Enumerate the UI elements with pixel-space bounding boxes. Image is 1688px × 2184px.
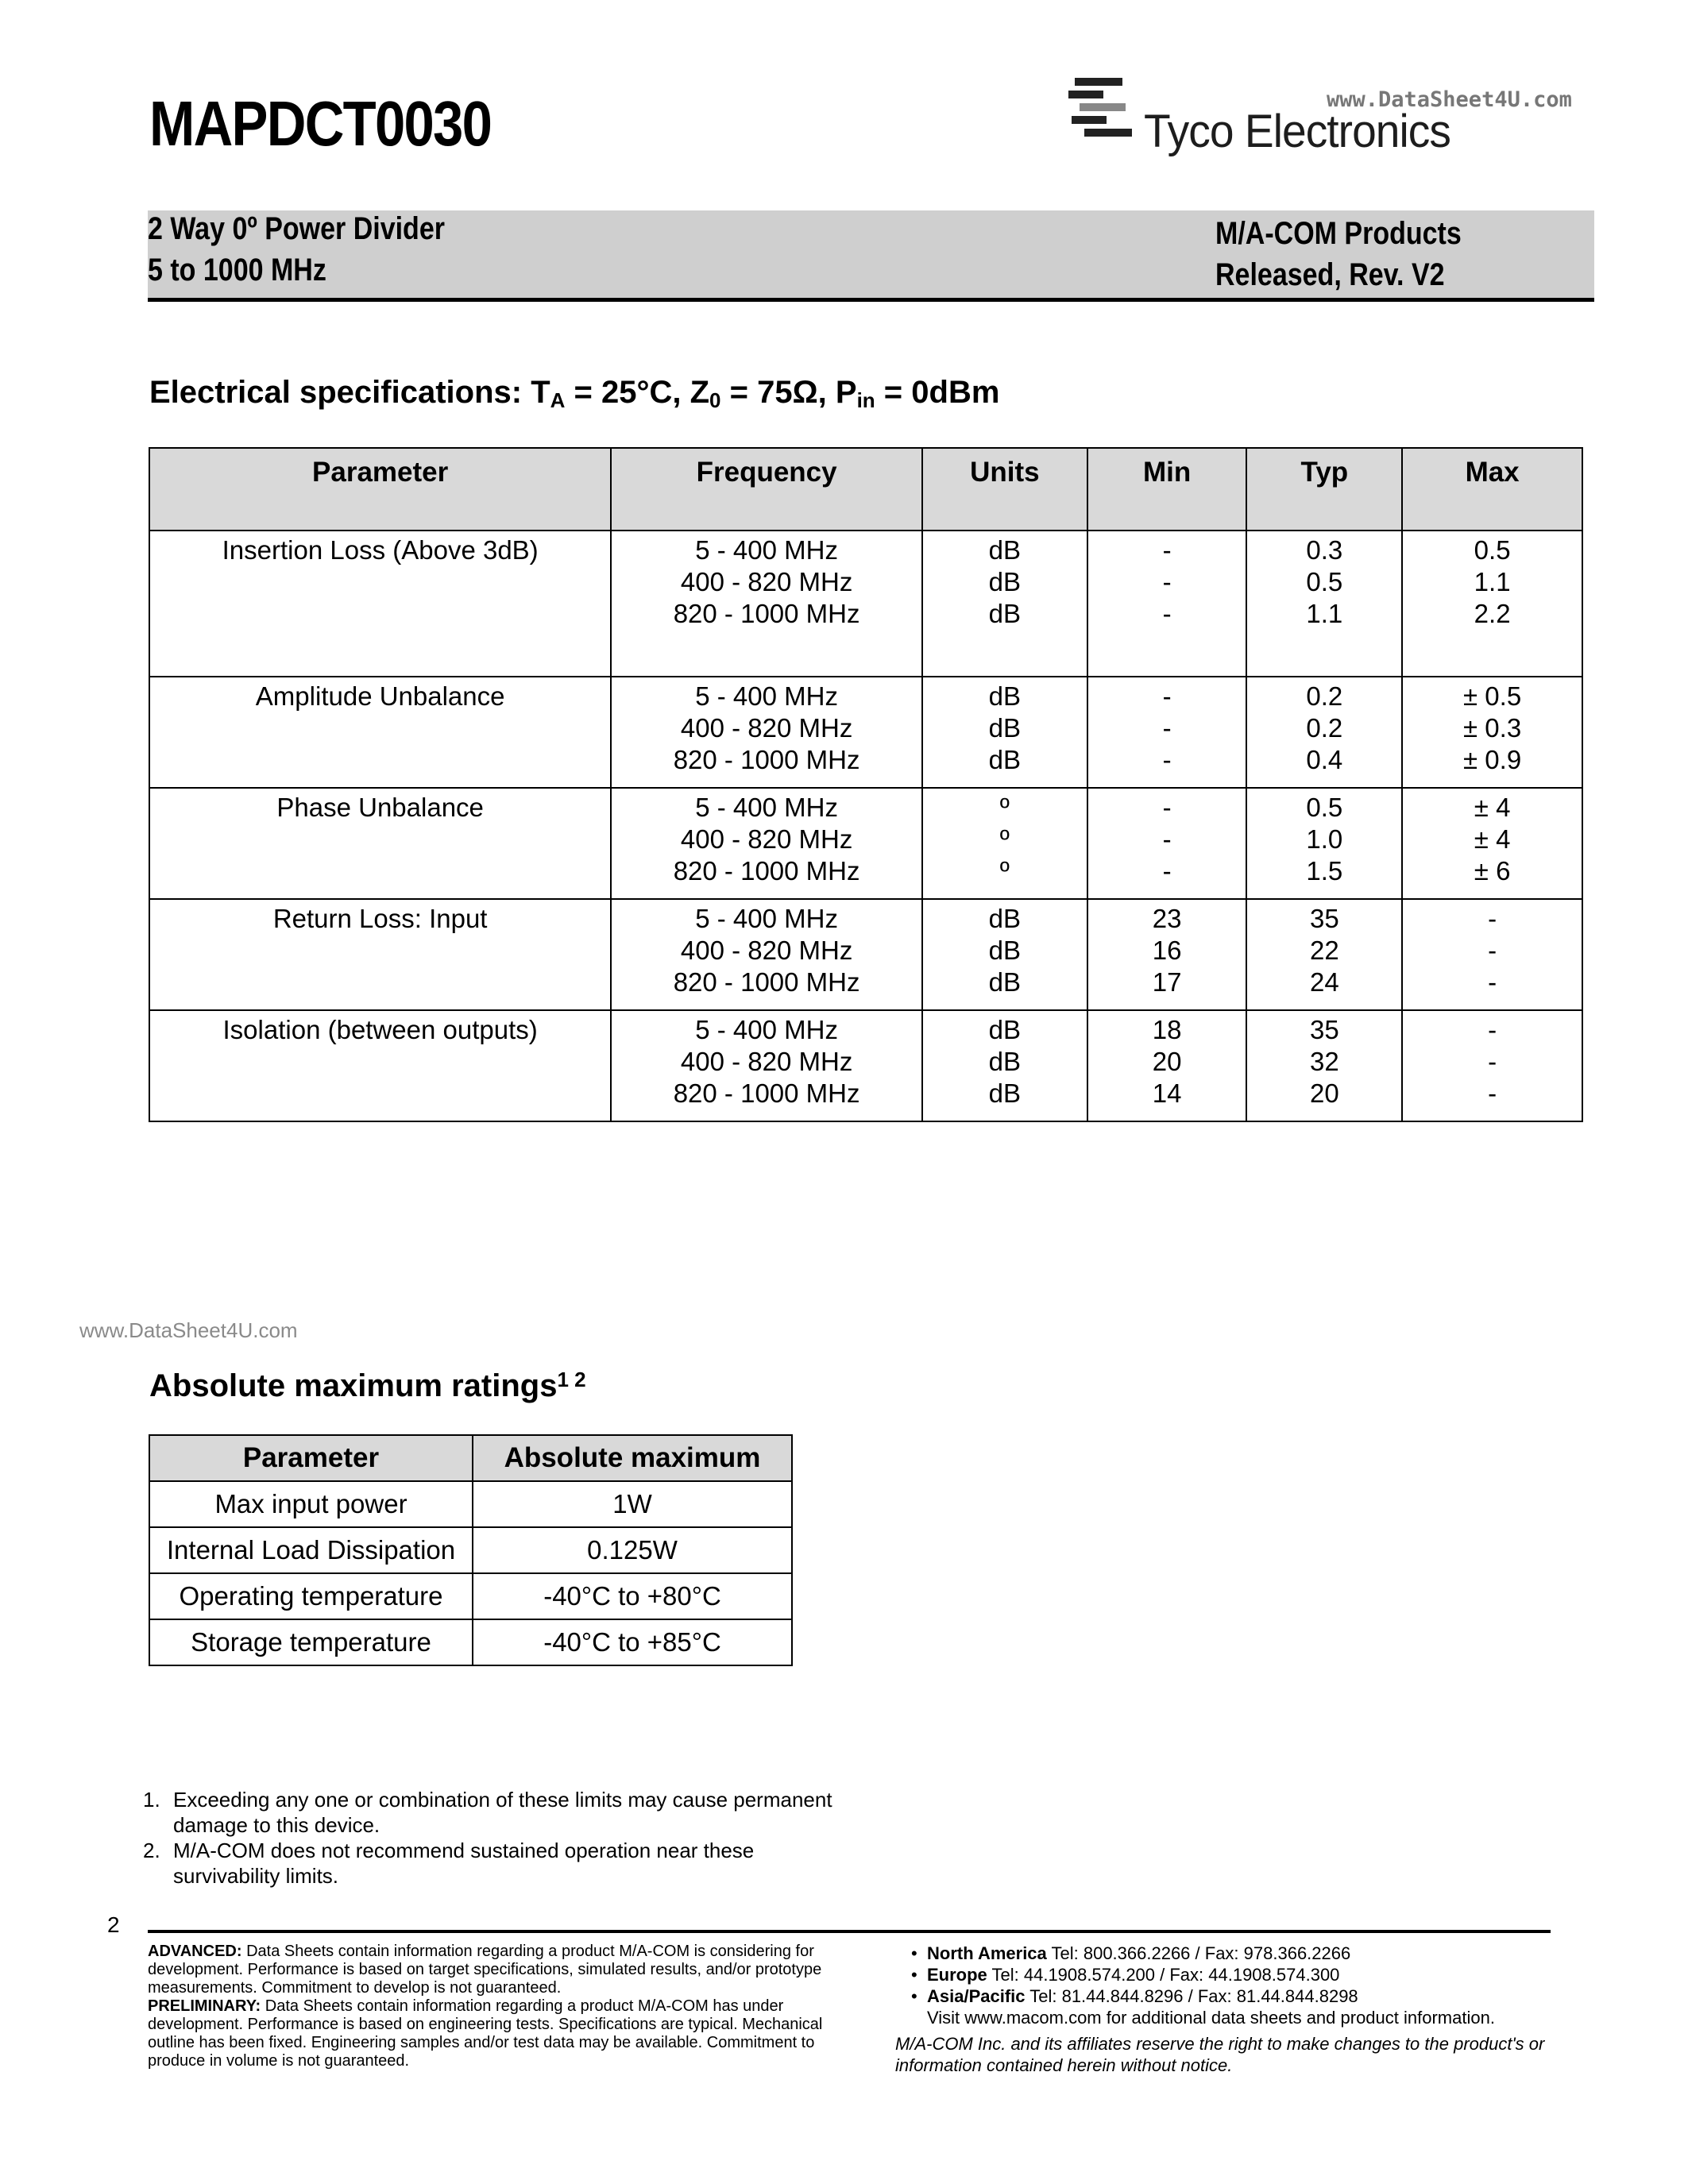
datasheet-status-notice xyxy=(148,1943,855,2070)
units-cell xyxy=(922,899,1087,1010)
typ-value: 0.3 xyxy=(1306,535,1343,565)
contact-info xyxy=(895,1943,1586,2076)
max-cell xyxy=(1402,899,1582,1010)
column-header: Parameter xyxy=(149,448,611,531)
units-value: dB xyxy=(988,1078,1021,1108)
value-cell: 0.125W xyxy=(473,1527,792,1573)
frequency-value: 5 - 400 MHz xyxy=(695,535,838,565)
table-row xyxy=(149,1527,792,1573)
table-row xyxy=(149,1619,792,1665)
table-row xyxy=(149,899,1582,1010)
min-value: 16 xyxy=(1152,936,1182,965)
max-cell xyxy=(1402,1010,1582,1121)
parameter-cell: Insertion Loss (Above 3dB) xyxy=(149,531,611,677)
column-header: Absolute maximum xyxy=(473,1435,792,1481)
units-value: dB xyxy=(988,713,1021,743)
units-cell xyxy=(922,1010,1087,1121)
footer-divider xyxy=(148,1930,1551,1933)
website-link-text[interactable]: Visit www.macom.com for additional data sheets and product information. xyxy=(927,2008,1495,2028)
min-value: 14 xyxy=(1152,1078,1182,1108)
units-value: dB xyxy=(988,936,1021,965)
max-value: 1.1 xyxy=(1474,567,1511,596)
parameter-cell: Return Loss: Input xyxy=(149,899,611,1010)
parameter-cell: Isolation (between outputs) xyxy=(149,1010,611,1121)
units-value: º xyxy=(999,824,1010,854)
typ-cell xyxy=(1246,531,1402,677)
typ-value: 1.5 xyxy=(1306,856,1343,886)
parameter-cell: Internal Load Dissipation xyxy=(149,1527,473,1573)
product-title xyxy=(148,208,445,291)
frequency-value: 400 - 820 MHz xyxy=(680,824,853,854)
frequency-cell xyxy=(611,788,922,899)
frequency-cell xyxy=(611,1010,922,1121)
frequency-value: 820 - 1000 MHz xyxy=(673,1078,860,1108)
release-info xyxy=(1215,213,1462,295)
min-value: 20 xyxy=(1152,1047,1182,1076)
frequency-value: 400 - 820 MHz xyxy=(680,936,853,965)
min-value: - xyxy=(1162,681,1172,711)
table-row xyxy=(149,788,1582,899)
frequency-cell xyxy=(611,899,922,1010)
disclaimer: M/A-COM Inc. and its affiliates reserve the right to make changes to the product's or information contained herein without notice. xyxy=(895,2034,1545,2075)
min-value: - xyxy=(1162,599,1172,628)
typ-value: 1.1 xyxy=(1306,599,1343,628)
frequency-value: 820 - 1000 MHz xyxy=(673,967,860,997)
min-value: - xyxy=(1162,745,1172,774)
typ-cell xyxy=(1246,788,1402,899)
typ-value: 35 xyxy=(1309,904,1339,933)
max-value: ± 0.5 xyxy=(1463,681,1522,711)
parameter-cell: Operating temperature xyxy=(149,1573,473,1619)
table-row xyxy=(149,1010,1582,1121)
table-row xyxy=(149,1573,792,1619)
max-value: ± 4 xyxy=(1474,824,1511,854)
units-cell xyxy=(922,531,1087,677)
electrical-specs-table xyxy=(149,447,1583,1122)
typ-value: 22 xyxy=(1309,936,1339,965)
parameter-cell: Phase Unbalance xyxy=(149,788,611,899)
typ-value: 35 xyxy=(1309,1015,1339,1044)
logo-text: Tyco Electronics xyxy=(1144,106,1450,157)
min-cell xyxy=(1087,788,1247,899)
value-cell: -40°C to +80°C xyxy=(473,1573,792,1619)
typ-value: 24 xyxy=(1309,967,1339,997)
min-cell xyxy=(1087,677,1247,788)
min-value: 23 xyxy=(1152,904,1182,933)
table-row xyxy=(149,531,1582,677)
release-info-line1: M/A-COM Products xyxy=(1215,216,1462,251)
footnote: 1. Exceeding any one or combination of these limits may cause permanent damage to this device. xyxy=(143,1788,832,1837)
table-header-row xyxy=(149,1435,792,1481)
watermark-text: www.DataSheet4U.com xyxy=(79,1318,298,1342)
units-value: dB xyxy=(988,745,1021,774)
max-value: ± 4 xyxy=(1474,793,1511,822)
units-cell xyxy=(922,677,1087,788)
column-header: Min xyxy=(1087,448,1247,531)
typ-value: 20 xyxy=(1309,1078,1339,1108)
footnotes xyxy=(143,1787,858,1889)
absolute-max-heading: Absolute maximum ratings$^{1 2}$ xyxy=(149,1368,586,1403)
units-value: dB xyxy=(988,1015,1021,1044)
max-value: - xyxy=(1488,1078,1497,1108)
units-value: dB xyxy=(988,567,1021,596)
units-value: dB xyxy=(988,535,1021,565)
frequency-value: 400 - 820 MHz xyxy=(680,567,853,596)
product-title-line1: 2 Way 0º Power Divider xyxy=(148,211,445,246)
frequency-value: 5 - 400 MHz xyxy=(695,793,838,822)
column-header: Parameter xyxy=(149,1435,473,1481)
max-value: - xyxy=(1488,936,1497,965)
preliminary-notice: PRELIMINARY: Data Sheets contain information regarding a product M/A-COM has under development. Performance is based on engineering tests. Specifications are typical. Mechanical outline has been fixed. Engineering samples and/or test data may be available. Commitment to produce in volume is not guaranteed. xyxy=(148,1997,823,2070)
typ-cell xyxy=(1246,899,1402,1010)
value-cell: 1W xyxy=(473,1481,792,1527)
max-value: 0.5 xyxy=(1474,535,1511,565)
frequency-value: 5 - 400 MHz xyxy=(695,681,838,711)
max-value: - xyxy=(1488,904,1497,933)
units-value: º xyxy=(999,793,1010,822)
typ-value: 0.2 xyxy=(1306,713,1343,743)
min-value: - xyxy=(1162,856,1172,886)
min-value: - xyxy=(1162,824,1172,854)
column-header: Typ xyxy=(1246,448,1402,531)
product-title-line2: 5 to 1000 MHz xyxy=(148,253,326,287)
min-value: 17 xyxy=(1152,967,1182,997)
units-value: dB xyxy=(988,904,1021,933)
frequency-value: 820 - 1000 MHz xyxy=(673,599,860,628)
tyco-electronics-logo xyxy=(1068,73,1533,160)
max-cell xyxy=(1402,531,1582,677)
table-row xyxy=(149,677,1582,788)
max-cell xyxy=(1402,788,1582,899)
max-cell xyxy=(1402,677,1582,788)
min-cell xyxy=(1087,531,1247,677)
max-value: 2.2 xyxy=(1474,599,1511,628)
units-cell xyxy=(922,788,1087,899)
parameter-cell: Storage temperature xyxy=(149,1619,473,1665)
units-value: dB xyxy=(988,681,1021,711)
parameter-cell: Amplitude Unbalance xyxy=(149,677,611,788)
units-value: º xyxy=(999,856,1010,886)
typ-value: 0.2 xyxy=(1306,681,1343,711)
value-cell: -40°C to +85°C xyxy=(473,1619,792,1665)
page-number: 2 xyxy=(107,1912,120,1937)
footnote: 2. M/A-COM does not recommend sustained operation near these survivability limits. xyxy=(143,1839,755,1888)
watermark-link[interactable]: www.DataSheet4U.com xyxy=(1327,87,1572,112)
frequency-cell xyxy=(611,531,922,677)
contact-north-america: • North America Tel: 800.366.2266 / Fax: 978.366.2266 xyxy=(911,1943,1351,1963)
typ-cell xyxy=(1246,1010,1402,1121)
frequency-value: 5 - 400 MHz xyxy=(695,904,838,933)
max-value: ± 6 xyxy=(1474,856,1511,886)
typ-value: 0.5 xyxy=(1306,793,1343,822)
column-header: Units xyxy=(922,448,1087,531)
table-header-row xyxy=(149,448,1582,531)
frequency-value: 400 - 820 MHz xyxy=(680,1047,853,1076)
typ-value: 0.4 xyxy=(1306,745,1343,774)
units-value: dB xyxy=(988,1047,1021,1076)
max-value: ± 0.3 xyxy=(1463,713,1522,743)
min-value: - xyxy=(1162,535,1172,565)
typ-cell xyxy=(1246,677,1402,788)
max-value: ± 0.9 xyxy=(1463,745,1522,774)
frequency-value: 820 - 1000 MHz xyxy=(673,856,860,886)
max-value: - xyxy=(1488,1047,1497,1076)
contact-asia-pacific: • Asia/Pacific Tel: 81.44.844.8296 / Fax: 81.44.844.8298 xyxy=(911,1986,1358,2006)
units-value: dB xyxy=(988,599,1021,628)
column-header: Frequency xyxy=(611,448,922,531)
max-value: - xyxy=(1488,1015,1497,1044)
typ-value: 0.5 xyxy=(1306,567,1343,596)
units-value: dB xyxy=(988,967,1021,997)
min-cell xyxy=(1087,899,1247,1010)
absolute-max-table xyxy=(149,1434,793,1666)
electrical-specs-heading: Electrical specifications: $T_A = 25^\circ C$, $Z_0 = 75\Omega$, $P_{in} = 0dBm$ xyxy=(149,375,1000,412)
frequency-value: 400 - 820 MHz xyxy=(680,713,853,743)
frequency-value: 5 - 400 MHz xyxy=(695,1015,838,1044)
min-cell xyxy=(1087,1010,1247,1121)
advanced-notice: ADVANCED: Data Sheets contain information regarding a product M/A-COM is considering for development. Performance is based on target specifications, simulated results, and/or prototype measurements. Commitment to develop is not guaranteed. xyxy=(148,1943,822,1997)
max-value: - xyxy=(1488,967,1497,997)
min-value: - xyxy=(1162,567,1172,596)
typ-value: 1.0 xyxy=(1306,824,1343,854)
min-value: - xyxy=(1162,793,1172,822)
min-value: - xyxy=(1162,713,1172,743)
min-value: 18 xyxy=(1152,1015,1182,1044)
tyco-logo-icon xyxy=(1068,73,1136,145)
typ-value: 32 xyxy=(1309,1047,1339,1076)
release-info-line2: Released, Rev. V2 xyxy=(1215,257,1445,292)
part-number-title: MAPDCT0030 xyxy=(149,88,492,159)
column-header: Max xyxy=(1402,448,1582,531)
frequency-cell xyxy=(611,677,922,788)
parameter-cell: Max input power xyxy=(149,1481,473,1527)
contact-europe: • Europe Tel: 44.1908.574.200 / Fax: 44.1908.574.300 xyxy=(911,1965,1340,1985)
table-row xyxy=(149,1481,792,1527)
frequency-value: 820 - 1000 MHz xyxy=(673,745,860,774)
